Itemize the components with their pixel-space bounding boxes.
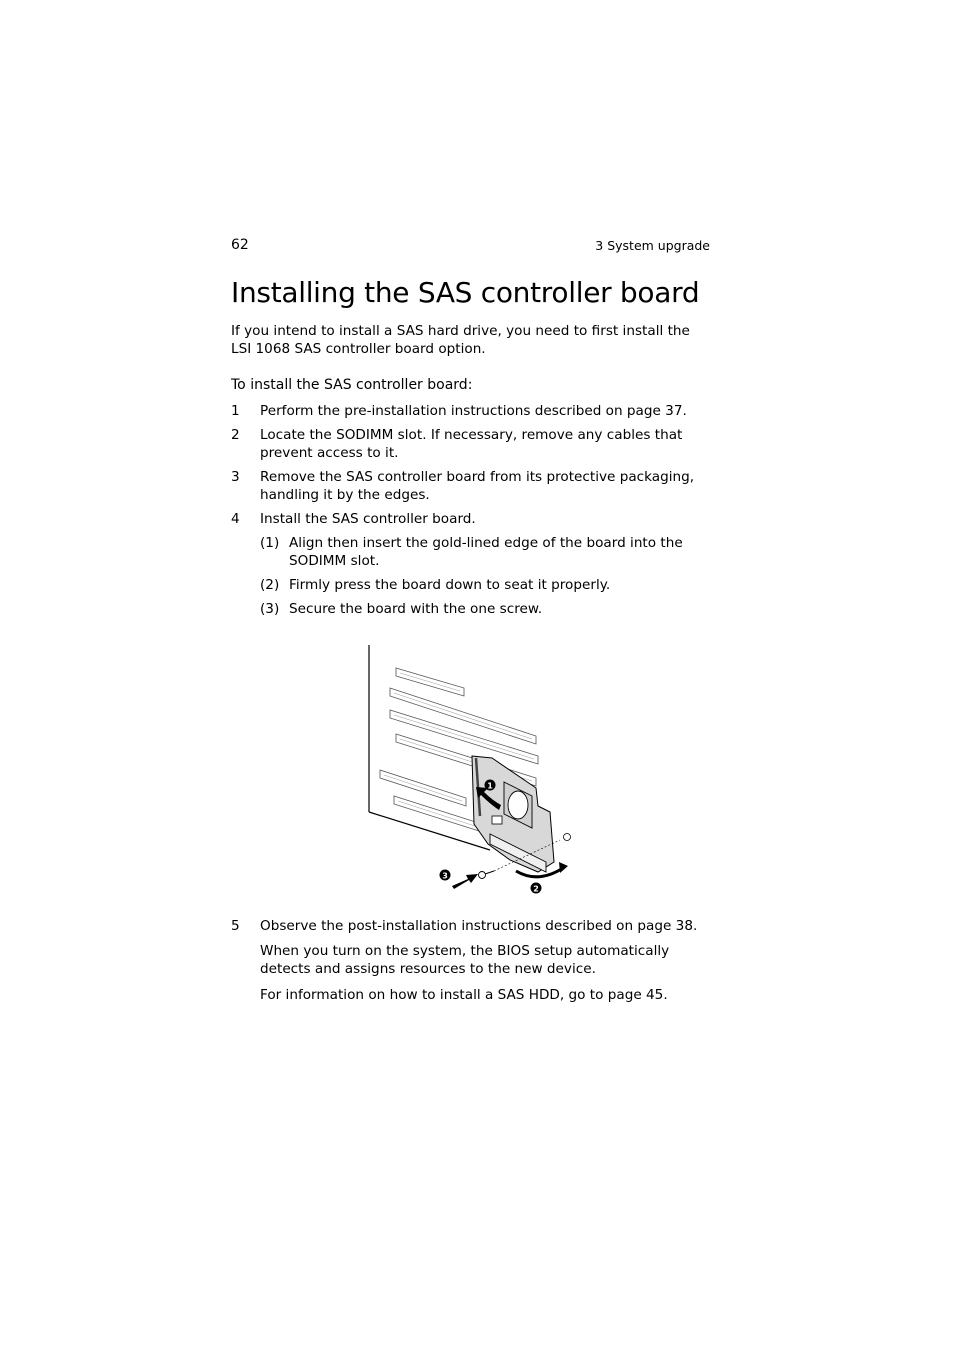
substep-text: Secure the board with the one screw.: [289, 601, 543, 617]
callout-label: 1: [487, 781, 493, 791]
step-text: Install the SAS controller board.: [260, 511, 476, 527]
step-number: 4: [231, 511, 240, 527]
step-text: Remove the SAS controller board from its protective packaging, handling it by the edges.: [260, 469, 695, 503]
substep-number: (1): [260, 535, 280, 551]
step-text: Perform the pre-installation instructions described on page 37.: [260, 403, 687, 419]
step-number: 2: [231, 427, 240, 443]
step-number: 1: [231, 403, 240, 419]
intro-paragraph: If you intend to install a SAS hard drive, you need to first install the LSI 1068 SAS controller board option.: [231, 323, 690, 357]
installation-figure: [360, 640, 590, 900]
note-sas-hdd: For information on how to install a SAS HDD, go to page 45.: [260, 987, 668, 1003]
substep-number: (3): [260, 601, 280, 617]
step-text: Locate the SODIMM slot. If necessary, remove any cables that prevent access to it.: [260, 427, 683, 461]
screw-arrow-icon: [452, 874, 478, 889]
sas-board-illustration: [360, 640, 590, 900]
note-bios: When you turn on the system, the BIOS setup automatically detects and assigns resources to the new device.: [260, 943, 670, 977]
substep-number: (2): [260, 577, 280, 593]
substep-text: Firmly press the board down to seat it properly.: [289, 577, 611, 593]
substep-text: Align then insert the gold-lined edge of the board into the SODIMM slot.: [289, 535, 683, 569]
callout-label: 2: [533, 884, 539, 894]
callout-3: [440, 870, 451, 881]
callout-label: 3: [442, 871, 448, 881]
callout-1: [485, 780, 496, 791]
running-header: 3 System upgrade: [595, 238, 710, 253]
procedure-heading: To install the SAS controller board:: [231, 377, 473, 393]
step-number: 5: [231, 918, 240, 934]
callout-2: [531, 883, 542, 894]
step-number: 3: [231, 469, 240, 485]
step-text: Observe the post-installation instructions described on page 38.: [260, 918, 698, 934]
page-title: Installing the SAS controller board: [231, 276, 700, 309]
page-number: 62: [231, 237, 249, 253]
